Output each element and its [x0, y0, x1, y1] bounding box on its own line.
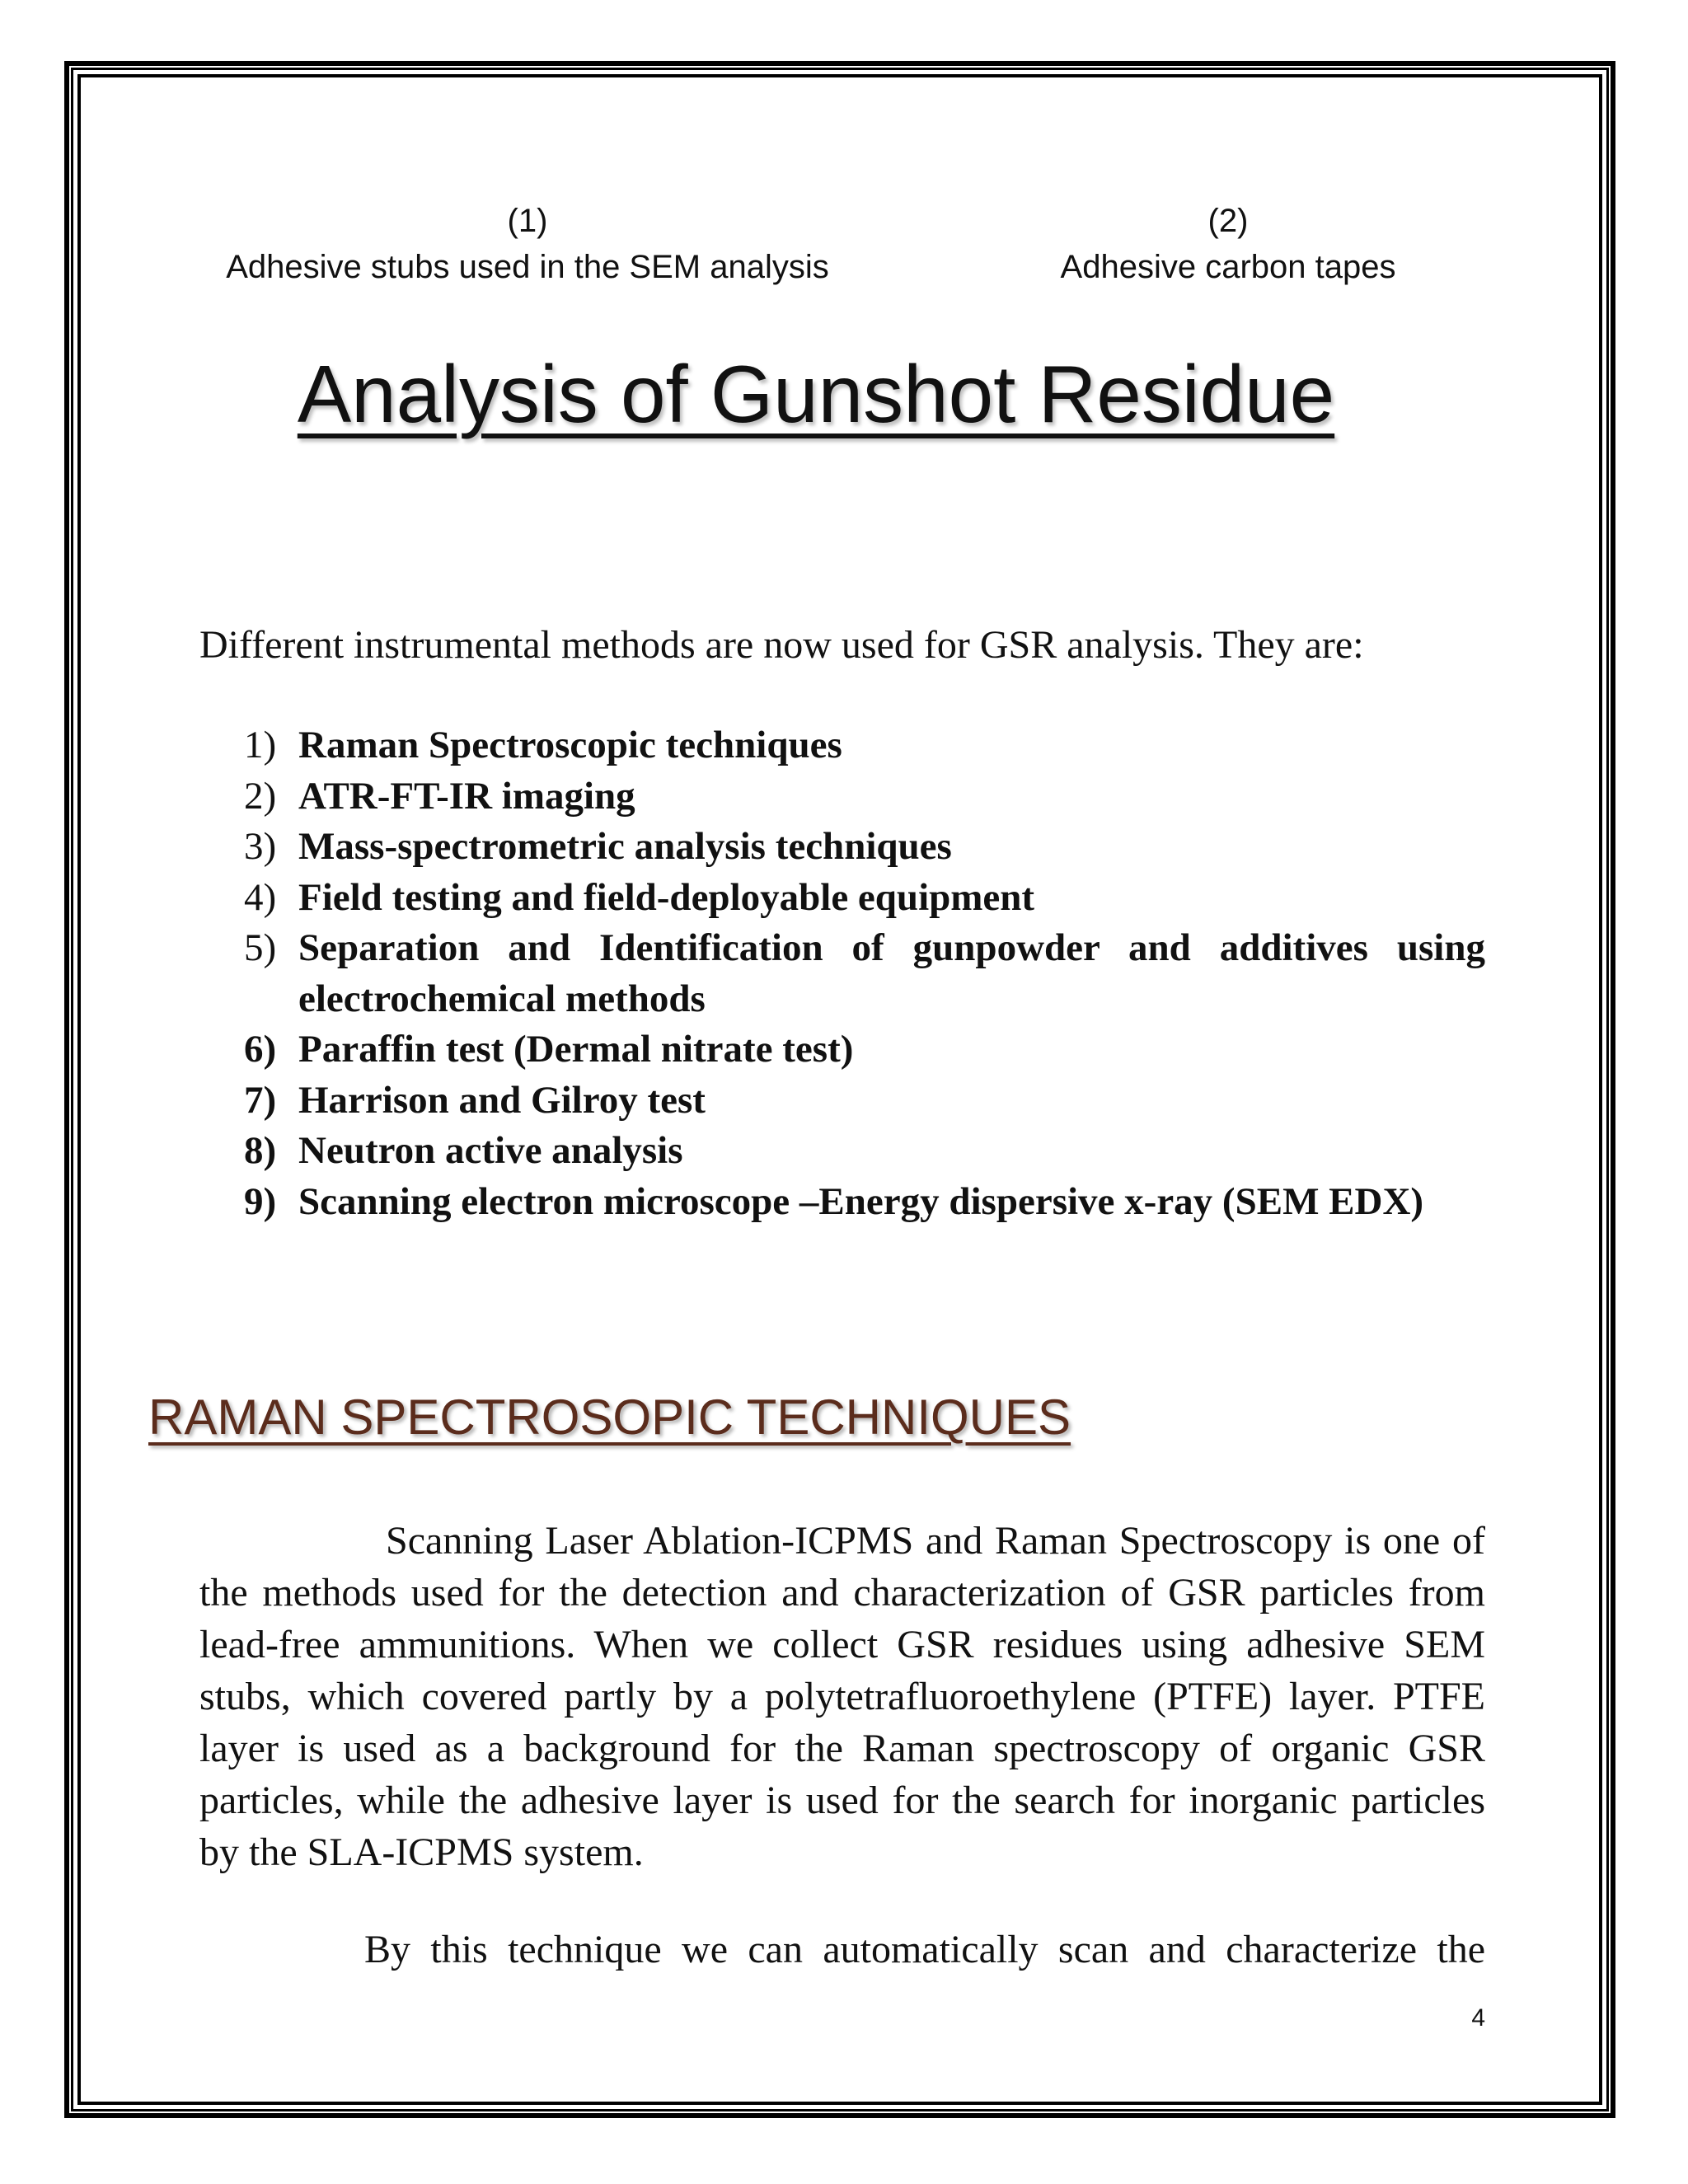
list-item-text: Mass-spectrometric analysis techniques — [298, 825, 952, 868]
method-list — [244, 720, 1485, 1227]
page-number: 4 — [1471, 2004, 1485, 2032]
page-title-text: Analysis of Gunshot Residue — [297, 349, 1335, 439]
list-item — [244, 771, 1485, 823]
list-item-text: Harrison and Gilroy test — [298, 1078, 706, 1122]
list-item — [244, 873, 1485, 924]
list-item-text: Raman Spectroscopic techniques — [298, 724, 842, 766]
list-item — [244, 822, 1485, 873]
page-title — [165, 344, 1467, 443]
list-item — [244, 1177, 1485, 1228]
list-item-text: Neutron active analysis — [298, 1129, 683, 1172]
figure-caption-number: (1) — [507, 203, 548, 239]
list-item — [244, 923, 1485, 1024]
list-item-number: 9) — [244, 1179, 277, 1223]
list-item — [244, 1024, 1485, 1076]
list-item-number: 6) — [244, 1028, 277, 1071]
list-item-number: 1) — [244, 724, 277, 766]
section-heading-text: RAMAN SPECTROSOPIC TECHNIQUES — [148, 1390, 1071, 1445]
list-item-text: Scanning electron microscope –Energy dispersive x-ray (SEM EDX) — [298, 1179, 1424, 1223]
section-heading — [148, 1385, 1071, 1451]
figure-caption-text: Adhesive stubs used in the SEM analysis — [226, 249, 829, 285]
list-item-number: 7) — [244, 1078, 277, 1122]
list-item — [244, 720, 1485, 771]
list-item-number: 2) — [244, 774, 277, 818]
body-paragraph: Scanning Laser Ablation-ICPMS and Raman Spectroscopy is one of the methods used for the detection and characterization of GSR particles from lead-free ammunitions. When we collect GSR residues using adhesive SEM stubs, which covered partly by a polytetrafluoroethylene (PTFE) layer. PTFE layer is used as a background for the Raman spectroscopy of organic GSR particles, while the adhesive layer is used for the search for inorganic particles by the SLA-ICPMS system. — [199, 1519, 1485, 1874]
intro-text: Different instrumental methods are now used for GSR analysis. They are: — [199, 623, 1364, 667]
list-item-text: Separation and Identification of gunpowder and additives using electrochemical methods — [298, 926, 1485, 1020]
list-item-number: 3) — [244, 825, 277, 868]
list-item-text: ATR-FT-IR imaging — [298, 774, 635, 818]
figure-caption-text: Adhesive carbon tapes — [1060, 249, 1396, 285]
list-item — [244, 1076, 1485, 1127]
figure-caption-1 — [165, 198, 890, 290]
list-item-text: Paraffin test (Dermal nitrate test) — [298, 1028, 854, 1071]
list-item-number: 5) — [244, 926, 277, 969]
figure-caption-2 — [956, 198, 1500, 290]
body-paragraph: By this technique we can automatically scan and characterize the — [364, 1928, 1485, 1971]
list-item-text: Field testing and field-deployable equipment — [298, 875, 1035, 919]
list-item-number: 8) — [244, 1129, 277, 1172]
list-item-number: 4) — [244, 875, 277, 919]
figure-caption-number: (2) — [1207, 203, 1249, 239]
list-item — [244, 1126, 1485, 1177]
